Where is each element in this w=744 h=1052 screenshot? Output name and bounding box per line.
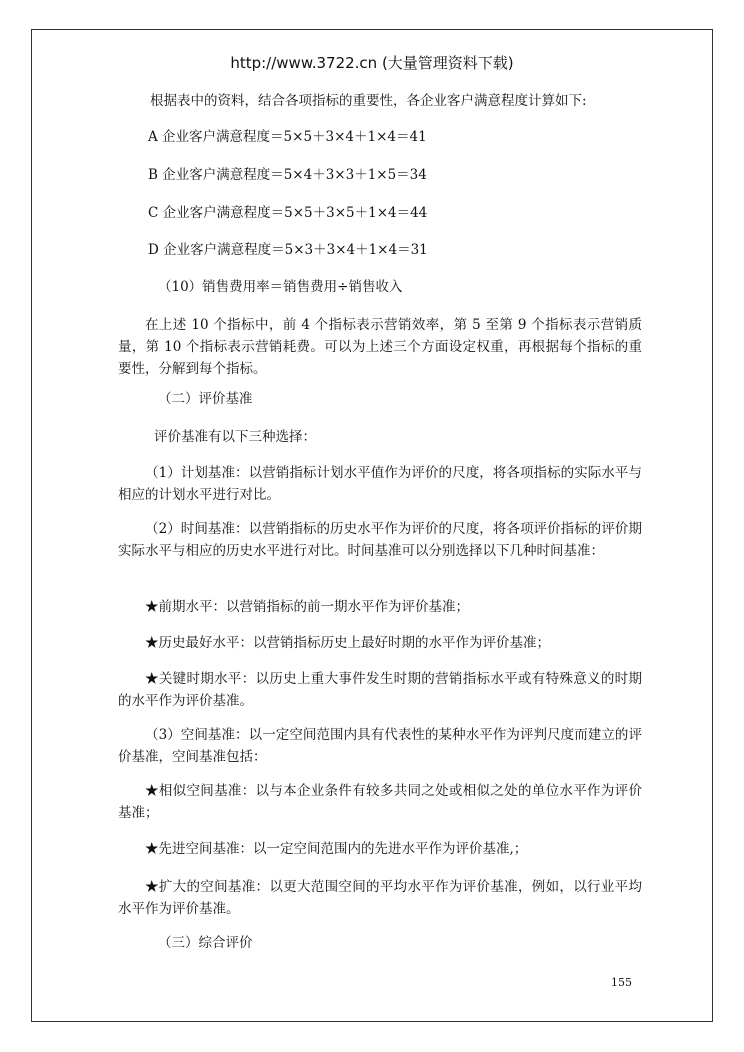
formula-b: B 企业客户满意程度＝5×4＋3×3＋1×5＝34: [148, 167, 427, 183]
bullet-similar-space: ★相似空间基准：以与本企业条件有较多共同之处或相似之处的单位水平作为评价基准；: [118, 783, 642, 821]
paragraph-three-choices: 评价基准有以下三种选择：: [154, 429, 316, 445]
sales-expense-ratio: （10）销售费用率＝销售费用÷销售收入: [158, 279, 403, 295]
bullet-key-period: ★关键时期水平：以历史上重大事件发生时期的营销指标水平或有特殊意义的时期的水平作为评价基准。: [118, 671, 642, 709]
paragraph-time-basis: （2）时间基准：以营销指标的历史水平作为评价的尺度，将各项评价指标的评价期实际水平与相应的历史水平进行对比。时间基准可以分别选择以下几种时间基准：: [118, 521, 642, 559]
bullet-historical-best: ★历史最好水平：以营销指标历史上最好时期的水平作为评价基准；: [145, 635, 550, 651]
paragraph-space-basis: （3）空间基准：以一定空间范围内具有代表性的某种水平作为评判尺度而建立的评价基准，空间基准包括：: [118, 727, 642, 765]
page-number: 155: [611, 976, 632, 989]
section-heading-3: （三）综合评价: [158, 935, 253, 951]
paragraph-indicators: 在上述 10 个指标中，前 4 个指标表示营销效率，第 5 至第 9 个指标表示营销质量，第 10 个指标表示营销耗费。可以为上述三个方面设定权重，再根据每个指标的重要性，分解到每个指标。: [118, 317, 642, 377]
bullet-advanced-space: ★先进空间基准：以一定空间范围内的先进水平作为评价基准,；: [145, 841, 528, 857]
formula-a: A 企业客户满意程度＝5×5＋3×4＋1×4＝41: [148, 129, 427, 145]
bullet-previous-period: ★前期水平：以营销指标的前一期水平作为评价基准；: [145, 599, 469, 615]
paragraph-1: 根据表中的资料，结合各项指标的重要性，各企业客户满意程度计算如下:: [150, 93, 587, 109]
section-heading-2: （二）评价基准: [158, 391, 253, 407]
page-header: http://www.3722.cn (大量管理资料下载): [230, 54, 514, 72]
formula-d: D 企业客户满意程度＝5×3＋3×4＋1×4＝31: [148, 242, 428, 258]
formula-c: C 企业客户满意程度＝5×5＋3×5＋1×4＝44: [148, 205, 428, 221]
bullet-expanded-space: ★扩大的空间基准：以更大范围空间的平均水平作为评价基准，例如，以行业平均水平作为评价基准。: [118, 879, 642, 917]
paragraph-plan-basis: （1）计划基准：以营销指标计划水平值作为评价的尺度，将各项指标的实际水平与相应的计划水平进行对比。: [118, 465, 642, 503]
